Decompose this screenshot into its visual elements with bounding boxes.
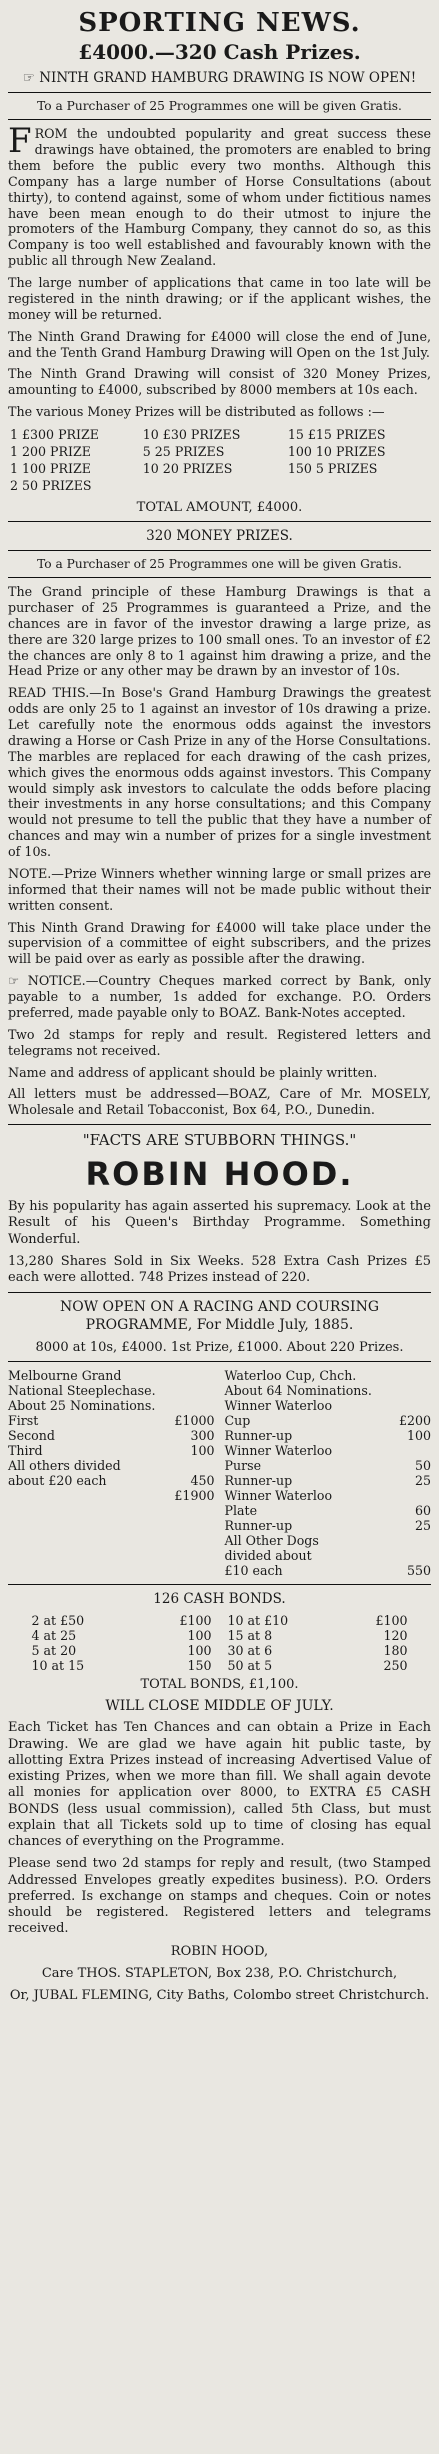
address-line-2: Or, JUBAL FLEMING, City Baths, Colombo street Christchurch.: [9, 1988, 430, 2004]
address-line-1: Care THOS. STAPLETON, Box 238, P.O. Christchurch,: [41, 1965, 398, 1981]
bond-label: 15 at 8: [227, 1628, 273, 1644]
right-label: Purse: [224, 1458, 262, 1474]
right-label: divided about: [224, 1548, 312, 1564]
money-prizes-title: 320 MONEY PRIZES.: [146, 528, 293, 545]
bond-value: 150: [187, 1658, 212, 1674]
right-race-column: [225, 1368, 432, 1578]
to-purchaser-2: To a Purchaser of 25 Programmes one will be given Gratis.: [37, 557, 402, 572]
left-row: [8, 1368, 215, 1383]
para9: ☞ NOTICE.—Country Cheques marked correct by Bank, only payable to a number, 1s added for exchange. P.O. Orders preferred, made payable only to BOAZ. Bank-Notes accepted.: [8, 973, 431, 1020]
left-label: About 25 Nominations.: [8, 1398, 156, 1414]
divider: [8, 1361, 431, 1362]
bond-label: 50 at 5: [227, 1658, 273, 1674]
prize-cell: 10 20 PRIZES: [142, 461, 233, 477]
open-line2: 8000 at 10s, £4000. 1st Prize, £1000. About 220 Prizes.: [35, 1340, 404, 1356]
bond-value: £100: [375, 1613, 408, 1629]
para5: The Grand principle of these Hamburg Drawings is that a purchaser of 25 Programmes is guaranteed a Prize, and the chances are in favor of the investor drawing a large prize, as there are 320 large prizes to 100 small ones. To an investor of £2 the chances are only 8 to 1 against him drawing a prize, and the Head Prize or any other may be drawn by an investor of 10s.: [8, 584, 431, 679]
bond-value: 250: [383, 1658, 408, 1674]
left-row: [8, 1398, 215, 1413]
right-label: Waterloo Cup, Chch.: [224, 1368, 357, 1384]
left-value: 450: [190, 1473, 215, 1489]
right-label: Winner Waterloo: [224, 1443, 333, 1459]
prize-cell: 1 £300 PRIZE: [10, 427, 99, 443]
para11: Name and address of applicant should be plainly written.: [8, 1064, 378, 1080]
prize-cell: 2 50 PRIZES: [10, 478, 92, 494]
robin-hood-quote: "FACTS ARE STUBBORN THINGS.": [82, 1131, 357, 1150]
divider: [8, 119, 431, 120]
bond-label: 30 at 6: [227, 1643, 273, 1659]
right-value: £200: [398, 1413, 431, 1429]
right-row: [225, 1398, 432, 1413]
para12: All letters must be addressed—BOAZ, Care of Mr. MOSELY, Wholesale and Retail Tobacconist, Box 64, P.O., Dunedin.: [8, 1086, 431, 1118]
bond-row: [228, 1628, 408, 1643]
right-label: Plate: [224, 1503, 258, 1519]
right-label: Winner Waterloo: [224, 1488, 333, 1504]
left-value: £1000: [174, 1413, 215, 1429]
left-row: [8, 1443, 215, 1458]
prizes-intro: The various Money Prizes will be distributed as follows :—: [8, 404, 385, 420]
para10: Two 2d stamps for reply and result. Registered letters and telegrams not received.: [8, 1026, 431, 1058]
right-value: 100: [406, 1428, 431, 1444]
left-value: 100: [190, 1443, 215, 1459]
left-value: £1900: [174, 1488, 215, 1504]
para3: The Ninth Grand Drawing for £4000 will close the end of June, and the Tenth Grand Hamburg Drawing will Open on the 1st July.: [8, 328, 431, 360]
left-label: First: [8, 1413, 39, 1429]
bond-label: 4 at 25: [31, 1628, 77, 1644]
right-value: 50: [414, 1458, 431, 1474]
prize-table: [8, 426, 431, 494]
prize-cell: 15 £15 PRIZES: [287, 427, 386, 443]
bond-label: 10 at 15: [31, 1658, 85, 1674]
right-value: 25: [414, 1473, 431, 1489]
bond-label: 2 at £50: [31, 1613, 85, 1629]
cash-prizes-subtitle: £4000.—320 Cash Prizes.: [78, 40, 361, 64]
bond-value: 100: [187, 1628, 212, 1644]
right-row: [225, 1428, 432, 1443]
prize-cell: 10 £30 PRIZES: [142, 427, 241, 443]
right-row: [225, 1473, 432, 1488]
prize-cell: 150 5 PRIZES: [287, 461, 378, 477]
right-label: Runner-up: [224, 1473, 293, 1489]
divider: [8, 92, 431, 93]
sporting-news-title: SPORTING NEWS.: [78, 8, 361, 38]
left-race-column: [8, 1368, 215, 1578]
bond-label: 5 at 20: [31, 1643, 77, 1659]
divider: [8, 1584, 431, 1585]
bonds-left-column: [32, 1613, 212, 1673]
bond-row: [228, 1643, 408, 1658]
robin-hood-intro: By his popularity has again asserted his supremacy. Look at the Result of his Queen's Birthday Programme. Something Wonderful.: [8, 1199, 431, 1247]
right-label: About 64 Nominations.: [224, 1383, 372, 1399]
left-row: [8, 1413, 215, 1428]
left-label: Third: [8, 1443, 43, 1459]
bond-value: 120: [383, 1628, 408, 1644]
left-label: National Steeplechase.: [8, 1383, 156, 1399]
right-row: [225, 1383, 432, 1398]
newspaper-column: [8, 0, 431, 2014]
robin-hood-stats: 13,280 Shares Sold in Six Weeks. 528 Extra Cash Prizes £5 each were allotted. 748 Prizes instead of 220.: [8, 1253, 431, 1286]
bonds-title: 126 CASH BONDS.: [153, 1591, 286, 1608]
right-label: All Other Dogs: [224, 1533, 319, 1549]
total-amount: TOTAL AMOUNT, £4000.: [136, 500, 303, 516]
bonds-right-column: [228, 1613, 408, 1673]
right-value: 550: [406, 1563, 431, 1579]
left-label: Melbourne Grand: [8, 1368, 122, 1384]
bonds-total: TOTAL BONDS, £1,100.: [140, 1677, 299, 1693]
left-row: [8, 1473, 215, 1488]
prize-cell: 1 200 PRIZE: [10, 444, 91, 460]
left-row: [8, 1458, 215, 1473]
right-row: [225, 1533, 432, 1548]
drawing-header: ☞ NINTH GRAND HAMBURG DRAWING IS NOW OPEN!: [22, 70, 417, 86]
robin-hood-signature: ROBIN HOOD,: [170, 1943, 269, 1959]
para6: READ THIS.—In Bose's Grand Hamburg Drawings the greatest odds are only 25 to 1 against an investor of 10s drawing a prize. Let carefully note the enormous odds against the investors drawing a Horse or Cash Prize in any of the Horse Consultations. The marbles are replaced for each drawing of the cash prizes, which gives the enormous odds against investors. This Company would simply ask investors to calculate the odds before placing their investments in any horse consultations; and this Company would not presume to tell the public that they have a number of chances and may win a number of prizes for a single investment of 10s.: [8, 685, 431, 860]
prize-row: [8, 426, 431, 443]
robin-hood-para2: Please send two 2d stamps for reply and result, (two Stamped Addressed Envelopes greatly expedites business). P.O. Orders preferred. Is exchange on stamps and cheques. Coin or notes should be registered. Registered letters and telegrams received.: [8, 1856, 431, 1937]
robin-hood-para1: Each Ticket has Ten Chances and can obtain a Prize in Each Drawing. We are glad we have again hit public taste, by allotting Extra Prizes instead of increasing Advertised Value of existing Prizes, when we more than fill. We shall again devote all monies for application over 8000, to EXTRA £5 CASH BONDS (less usual commission), called 5th Class, but must explain that all Tickets sold up to time of closing has equal chances of everything on the Programme.: [8, 1720, 431, 1850]
right-row: [225, 1518, 432, 1533]
right-label: £10 each: [224, 1563, 283, 1579]
right-row: [225, 1488, 432, 1503]
divider: [8, 577, 431, 578]
right-row: [225, 1413, 432, 1428]
prize-cell: [141, 477, 286, 494]
right-label: Winner Waterloo: [224, 1398, 333, 1414]
left-row: [8, 1428, 215, 1443]
right-value: 60: [414, 1503, 431, 1519]
right-row: [225, 1368, 432, 1383]
right-row: [225, 1443, 432, 1458]
bond-value: 180: [383, 1643, 408, 1659]
to-purchaser-1: To a Purchaser of 25 Programmes one will be given Gratis.: [37, 99, 402, 114]
right-label: Runner-up: [224, 1428, 293, 1444]
right-row: [225, 1548, 432, 1563]
divider: [8, 1124, 431, 1125]
race-columns: [8, 1368, 431, 1578]
divider: [8, 550, 431, 551]
para8: This Ninth Grand Drawing for £4000 will take place under the supervision of a committee of eight subscribers, and the prizes will be paid over as early as possible after the drawing.: [8, 919, 431, 967]
bond-row: [228, 1658, 408, 1673]
close-title: WILL CLOSE MIDDLE OF JULY.: [105, 1698, 334, 1715]
left-label: Second: [8, 1428, 55, 1444]
right-row: [225, 1503, 432, 1518]
divider: [8, 1292, 431, 1293]
bond-row: [32, 1643, 212, 1658]
right-label: Cup: [224, 1413, 251, 1429]
robin-hood-title: ROBIN HOOD.: [85, 1155, 354, 1194]
right-row: [225, 1458, 432, 1473]
right-label: Runner-up: [224, 1518, 293, 1534]
left-row: [8, 1488, 215, 1503]
para1: FROM the undoubted popularity and great success these drawings have obtained, the promoters are enabled to bring them before the public every two months. Although this Company has a large number of Horse Consultations (about thirty), to contend against, some of whom under fictitious names have been mean enough to do their utmost to injure the promoters of the Hamburg Company, they cannot do so, as this Company is too well established and favourably known with the public all through New Zealand.: [8, 121, 431, 269]
left-label: All others divided: [8, 1458, 121, 1474]
prize-cell: [286, 477, 431, 494]
para7: NOTE.—Prize Winners whether winning large or small prizes are informed that their names will not be made public without their written consent.: [8, 865, 431, 913]
para4: The Ninth Grand Drawing will consist of 320 Money Prizes, amounting to £4000, subscribed by 8000 members at 10s each.: [8, 366, 431, 398]
open-title: NOW OPEN ON A RACING AND COURSING PROGRAMME, For Middle July, 1885.: [59, 1299, 380, 1333]
right-row: [225, 1563, 432, 1578]
left-value: 300: [190, 1428, 215, 1444]
bond-value: £100: [179, 1613, 212, 1629]
prize-cell: 5 25 PRIZES: [142, 444, 225, 460]
prize-cell: 1 100 PRIZE: [10, 461, 91, 477]
prize-row: [8, 443, 431, 460]
bond-value: 100: [187, 1643, 212, 1659]
bond-row: [228, 1613, 408, 1628]
para2: The large number of applications that came in too late will be registered in the ninth drawing; or if the applicant wishes, the money will be returned.: [8, 275, 431, 322]
prize-row: [8, 477, 431, 494]
left-label: about £20 each: [8, 1473, 107, 1489]
bond-label: 10 at £10: [227, 1613, 289, 1629]
bonds-table: [8, 1613, 431, 1673]
bond-row: [32, 1658, 212, 1673]
prize-row: [8, 460, 431, 477]
prize-cell: 100 10 PRIZES: [287, 444, 386, 460]
left-row: [8, 1383, 215, 1398]
bond-row: [32, 1613, 212, 1628]
right-value: 25: [414, 1518, 431, 1534]
bond-row: [32, 1628, 212, 1643]
divider: [8, 521, 431, 522]
